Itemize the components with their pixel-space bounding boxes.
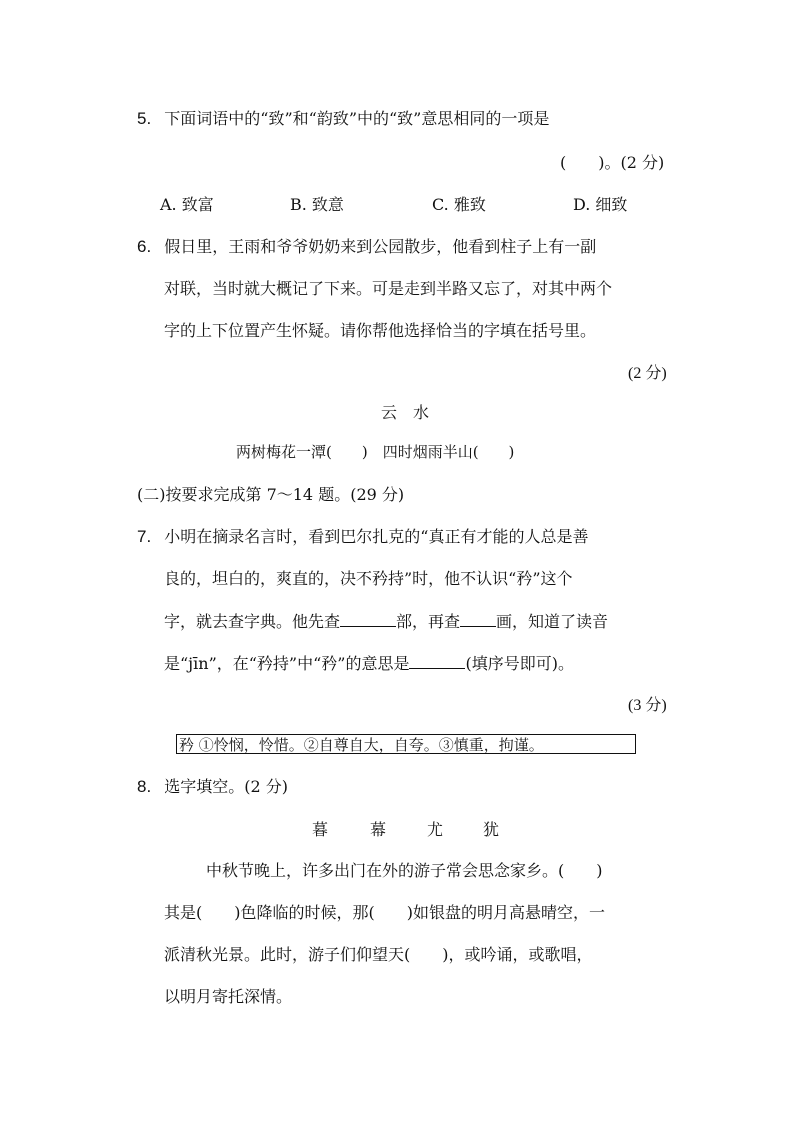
question-number: 7. bbox=[137, 527, 152, 546]
choice-character: 暮 bbox=[312, 820, 329, 839]
score: (3 分) bbox=[628, 697, 667, 714]
question-line: 字的上下位置产生怀疑。请你帮他选择恰当的字填在括号里。 bbox=[164, 321, 597, 340]
option-b: B. 致意 bbox=[290, 195, 344, 214]
question-number: 5. bbox=[137, 109, 152, 128]
answer-paren: ( )。(2 分) bbox=[560, 153, 665, 172]
text-segment: 是“jīn”，在“矜持”中“矜”的意思是 bbox=[164, 654, 410, 673]
question-number: 6. bbox=[137, 237, 152, 256]
question-line: 良的，坦白的，爽直的，决不矜持”时，他不认识“矜”这个 bbox=[164, 569, 573, 588]
passage-line: 以明月寄托深情。 bbox=[164, 987, 293, 1006]
question-line: 假日里，王雨和爷爷奶奶来到公园散步，他看到柱子上有一副 bbox=[164, 237, 597, 256]
fill-blank-strokes[interactable] bbox=[460, 608, 496, 627]
question-5 bbox=[137, 106, 549, 129]
couplet: 两树梅花一潭( ) 四时烟雨半山( ) bbox=[236, 443, 515, 461]
choice-characters: 云 水 bbox=[381, 403, 430, 422]
question-line bbox=[164, 650, 574, 674]
text-segment: 字，就去查字典。他先查 bbox=[164, 612, 341, 631]
text-segment: 画，知道了读音 bbox=[496, 612, 609, 631]
question-line bbox=[164, 608, 608, 632]
fill-blank-meaning[interactable] bbox=[409, 650, 465, 669]
choice-character: 尤 bbox=[427, 820, 444, 839]
option-a: A. 致富 bbox=[160, 195, 214, 214]
fill-blank-radical[interactable] bbox=[340, 608, 396, 627]
passage-line: 派清秋光景。此时，游子们仰望天( )，或吟诵，或歌唱， bbox=[164, 945, 593, 964]
choice-character: 犹 bbox=[483, 820, 500, 839]
section-heading: (二)按要求完成第 7～14 题。(29 分) bbox=[137, 485, 405, 504]
option-c: C. 雅致 bbox=[432, 195, 486, 214]
score: (2 分) bbox=[628, 365, 667, 382]
option-d: D. 细致 bbox=[573, 195, 628, 214]
question-7 bbox=[137, 524, 588, 547]
question-8 bbox=[137, 774, 288, 797]
choice-character: 幕 bbox=[370, 820, 387, 839]
question-line: 小明在摘录名言时，看到巴尔扎克的“真正有才能的人总是善 bbox=[164, 527, 589, 546]
dictionary-entry: 矜 ①怜悯，怜惜。②自尊自大，自夸。③慎重，拘谨。 bbox=[176, 734, 636, 754]
question-number: 8. bbox=[137, 777, 152, 796]
question-line: 对联，当时就大概记了下来。可是走到半路又忘了，对其中两个 bbox=[164, 279, 613, 298]
text-segment: (填序号即可)。 bbox=[465, 654, 574, 673]
question-6 bbox=[137, 234, 596, 257]
passage-line: 其是( )色降临的时候，那( )如银盘的明月高悬晴空，一 bbox=[164, 903, 605, 922]
passage-line: 中秋节晚上，许多出门在外的游子常会思念家乡。( ) bbox=[206, 861, 603, 880]
question-stem: 下面词语中的“致”和“韵致”中的“致”意思相同的一项是 bbox=[164, 109, 550, 128]
question-stem: 选字填空。(2 分) bbox=[164, 777, 289, 796]
text-segment: 部，再查 bbox=[396, 612, 461, 631]
